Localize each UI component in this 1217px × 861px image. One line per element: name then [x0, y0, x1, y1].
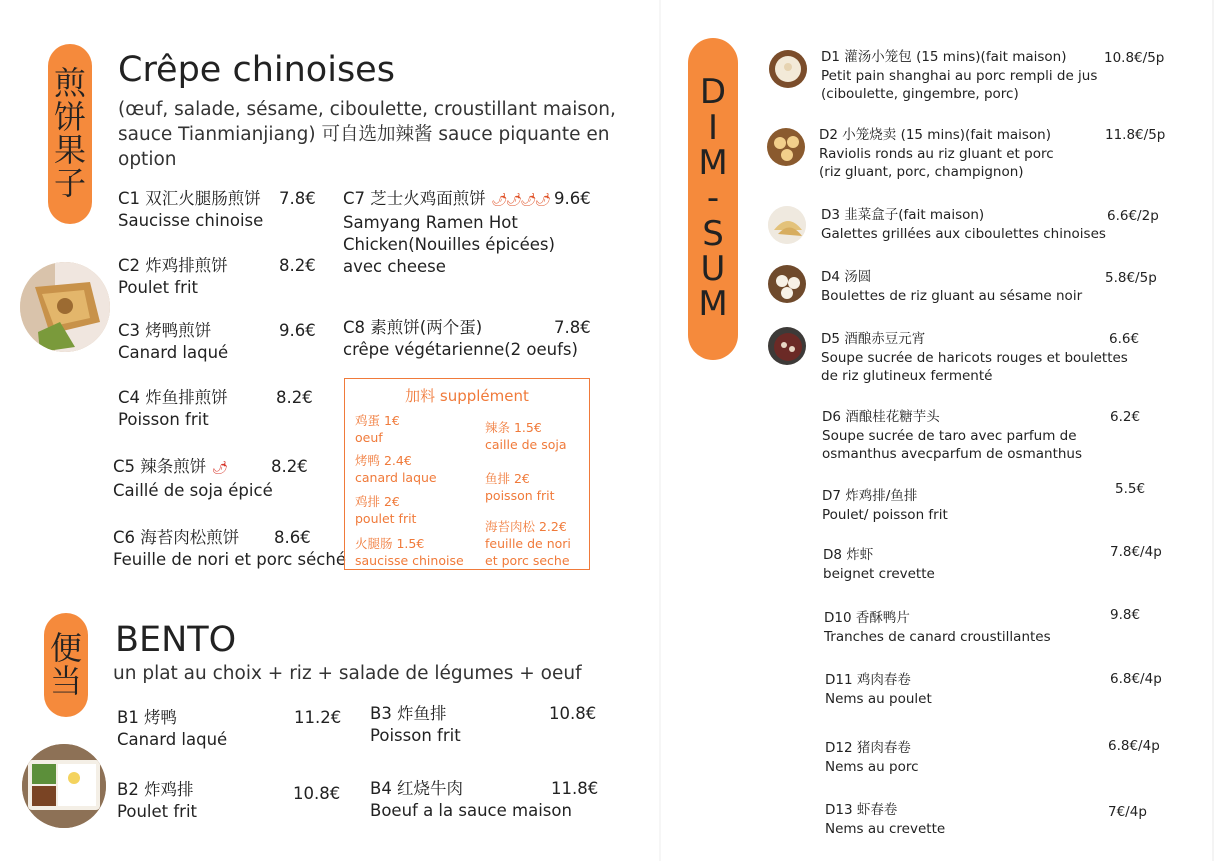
crepe-vchar: 饼	[53, 97, 86, 136]
price-d2: 11.8€/5p	[1105, 127, 1166, 143]
item-desc: crêpe végétarienne(2 oeufs)	[343, 340, 578, 359]
item-name: D13 虾春卷	[825, 802, 898, 818]
crepe-vchar: 子	[53, 164, 86, 203]
supplement-cn: 鱼排 2€	[485, 471, 530, 486]
dish-photo-d3	[768, 206, 806, 244]
item-desc: Raviolis ronds au riz gluant et porc	[819, 145, 1054, 162]
menu-item-d13	[825, 801, 945, 838]
supplement-item	[485, 518, 571, 569]
item-desc: Boeuf a la sauce maison	[370, 801, 572, 820]
menu-item-c2	[118, 255, 316, 299]
price-d5: 6.6€	[1109, 331, 1140, 347]
item-desc: Poulet frit	[118, 278, 199, 297]
item-desc: Nems au crevette	[825, 820, 946, 837]
item-name: C3 烤鸭煎饼	[118, 321, 212, 340]
item-desc: Poulet frit	[117, 802, 198, 821]
menu-item-d10	[824, 609, 1051, 646]
menu-item-c8	[343, 317, 591, 361]
item-price: 11.2€	[294, 708, 342, 727]
bento-title: BENTO	[115, 620, 237, 660]
menu-item-d11	[825, 671, 932, 708]
item-price: 10.8€	[293, 784, 341, 803]
bento-vertical-title	[44, 613, 88, 717]
item-name: D1 灌汤小笼包 (15 mins)(fait maison)	[821, 49, 1067, 65]
supplement-item	[355, 412, 400, 446]
crepe-vchar: 煎	[53, 64, 86, 103]
item-desc: Nems au poulet	[825, 690, 932, 707]
menu-item-b3	[370, 703, 597, 747]
supplement-box	[344, 378, 590, 570]
menu-item-b2	[117, 779, 341, 823]
price-d13: 7€/4p	[1108, 804, 1147, 820]
supplement-cn: 鸡排 2€	[355, 494, 400, 509]
item-desc: Poulet/ poisson frit	[822, 506, 948, 523]
item-price: 8.2€	[271, 457, 308, 476]
dimsum-vchar: D	[699, 72, 727, 113]
supplement-cn: 辣条 1.5€	[485, 420, 542, 435]
dimsum-vertical-title	[688, 38, 738, 360]
item-price: 7.8€	[279, 189, 316, 208]
item-desc: Petit pain shanghai au porc rempli de jus	[821, 67, 1098, 84]
price-d6: 6.2€	[1110, 409, 1141, 425]
item-name: C1 双汇火腿肠煎饼	[118, 189, 261, 208]
item-name: D6 酒酿桂花糖芋头	[822, 409, 940, 425]
bento-photo	[22, 744, 106, 828]
supplement-title: 加料 supplément	[405, 387, 529, 405]
item-price: 7.8€	[554, 318, 591, 337]
chili-icon: 🌶🌶🌶🌶	[491, 193, 550, 208]
crepe-desc-line2: sauce Tianmianjiang) 可自选加辣酱 sauce piquante en	[118, 124, 610, 145]
item-name: C4 炸鱼排煎饼	[118, 388, 228, 407]
item-name: C6 海苔肉松煎饼	[113, 528, 240, 547]
item-price: 9.6€	[279, 321, 316, 340]
supplement-cn: 烤鸭 2.4€	[355, 453, 412, 468]
supplement-item	[355, 452, 437, 486]
price-d8: 7.8€/4p	[1110, 544, 1162, 560]
dimsum-vchar: M	[698, 142, 728, 183]
item-desc: (ciboulette, gingembre, porc)	[821, 86, 1019, 102]
supplement-fr: canard laque	[355, 470, 437, 485]
item-price: 8.6€	[274, 528, 311, 547]
supplement-item	[485, 470, 555, 504]
dish-photo-d4	[768, 265, 806, 303]
item-price: 10.8€	[549, 704, 597, 723]
item-name: D3 韭菜盒子(fait maison)	[821, 207, 985, 223]
supplement-cn: 鸡蛋 1€	[355, 413, 400, 428]
item-desc: Boulettes de riz gluant au sésame noir	[821, 287, 1083, 304]
item-desc: Galettes grillées aux ciboulettes chinoises	[821, 225, 1106, 242]
price-d12: 6.8€/4p	[1108, 738, 1160, 754]
supplement-fr: poulet frit	[355, 511, 417, 526]
supplement-fr: et porc seche	[485, 553, 570, 568]
item-name: C8 素煎饼(两个蛋)	[343, 318, 483, 337]
price-d10: 9.8€	[1110, 607, 1141, 623]
supplement-item	[355, 535, 464, 569]
item-desc: Poisson frit	[118, 410, 209, 429]
menu-item-d12	[825, 739, 919, 776]
item-name: D12 猪肉春卷	[825, 740, 911, 756]
item-desc: Soupe sucrée de haricots rouges et boulettes	[821, 349, 1128, 366]
item-desc: Samyang Ramen Hot	[343, 213, 518, 232]
price-d7: 5.5€	[1115, 481, 1146, 497]
item-desc: Canard laqué	[117, 730, 228, 749]
item-price: 11.8€	[551, 779, 599, 798]
crepe-desc-line3: option	[118, 149, 177, 170]
supplement-fr: poisson frit	[485, 488, 555, 503]
menu-item-d5	[821, 330, 1128, 386]
item-desc: osmanthus avecparfum de osmanthus	[822, 446, 1083, 462]
item-desc: Saucisse chinoise	[118, 211, 264, 230]
item-price: 8.2€	[276, 388, 313, 407]
item-price: 9.6€	[554, 189, 591, 208]
item-desc: Soupe sucrée de taro avec parfum de	[822, 427, 1077, 444]
price-d4: 5.8€/5p	[1105, 270, 1157, 286]
supplement-cn: 火腿肠 1.5€	[355, 536, 425, 551]
dimsum-vchar: M	[698, 284, 728, 325]
menu-item-c6	[113, 527, 346, 571]
dish-photo-d1	[769, 50, 807, 88]
price-d1: 10.8€/5p	[1104, 50, 1165, 66]
item-name: B1 烤鸭	[117, 708, 178, 727]
menu-item-c3	[118, 320, 316, 364]
supplement-fr: feuille de nori	[485, 536, 571, 551]
crepe-photo	[20, 262, 110, 352]
item-desc: (riz gluant, porc, champignon)	[819, 164, 1024, 180]
menu-item-c5	[113, 456, 308, 502]
bento-desc: un plat au choix + riz + salade de légumes + oeuf	[113, 663, 582, 684]
crepe-vchar: 果	[53, 131, 86, 169]
item-desc: beignet crevette	[823, 565, 935, 582]
dimsum-vchar: U	[700, 249, 726, 290]
item-name: C5 辣条煎饼	[113, 457, 207, 476]
item-name: D8 炸虾	[823, 547, 874, 563]
item-name: D10 香酥鸭片	[824, 610, 910, 626]
dish-photo-d2	[767, 128, 805, 166]
bento-vchar: 当	[49, 662, 82, 700]
supplement-cn: 海苔肉松 2.2€	[485, 519, 567, 534]
dimsum-vchar: S	[702, 213, 724, 254]
price-d11: 6.8€/4p	[1110, 671, 1162, 687]
supplement-item	[485, 419, 567, 453]
menu-item-d6	[822, 408, 1082, 464]
item-name: D2 小笼烧卖 (15 mins)(fait maison)	[819, 127, 1051, 143]
dish-photo-d5	[768, 327, 806, 365]
bento-vchar: 便	[49, 628, 82, 667]
price-d3: 6.6€/2p	[1107, 208, 1159, 224]
crepe-desc-line1: (œuf, salade, sésame, ciboulette, croustillant maison,	[118, 99, 616, 120]
supplement-fr: caille de soja	[485, 437, 567, 452]
crepe-title: Crêpe chinoises	[118, 50, 395, 90]
menu-item-d8	[823, 546, 935, 583]
item-name: D7 炸鸡排/鱼排	[822, 488, 918, 504]
menu-item-d7	[822, 487, 948, 524]
item-name: D5 酒酿赤豆元宵	[821, 331, 926, 347]
menu-item-d2	[819, 126, 1054, 182]
menu-item-d3	[821, 206, 1106, 243]
item-desc: Tranches de canard croustillantes	[824, 628, 1051, 645]
item-desc: Canard laqué	[118, 343, 229, 362]
item-desc: Nems au porc	[825, 758, 919, 775]
item-desc: Caillé de soja épicé	[113, 481, 273, 500]
menu-item-b1	[117, 707, 342, 751]
item-desc: Poisson frit	[370, 726, 461, 745]
item-name: D4 汤圆	[821, 269, 872, 285]
dimsum-vchar: -	[706, 178, 720, 219]
menu-item-b4	[370, 778, 599, 822]
item-desc: Chicken(Nouilles épicées)	[343, 235, 555, 254]
item-desc: de riz glutineux fermenté	[821, 368, 993, 384]
item-name: B4 红烧牛肉	[370, 779, 464, 798]
supplement-fr: saucisse chinoise	[355, 553, 464, 568]
supplement-fr: oeuf	[355, 430, 383, 445]
supplement-item	[355, 493, 416, 527]
menu-item-d4	[821, 268, 1082, 305]
item-price: 8.2€	[279, 256, 316, 275]
item-desc: Feuille de nori et porc séché	[113, 550, 346, 569]
item-name: C2 炸鸡排煎饼	[118, 256, 228, 275]
menu-item-c7	[343, 188, 591, 278]
menu-item-d1	[821, 48, 1097, 104]
item-name: D11 鸡肉春卷	[825, 672, 911, 688]
item-desc: avec cheese	[343, 257, 446, 276]
dimsum-vchar: I	[707, 107, 719, 148]
item-name: C7 芝士火鸡面煎饼	[343, 189, 486, 208]
item-name: B3 炸鱼排	[370, 704, 447, 723]
menu-item-c1	[118, 188, 316, 232]
menu-item-c4	[118, 387, 313, 431]
item-name: B2 炸鸡排	[117, 780, 194, 799]
crepe-vertical-title	[48, 44, 92, 224]
chili-icon: 🌶	[211, 461, 229, 476]
